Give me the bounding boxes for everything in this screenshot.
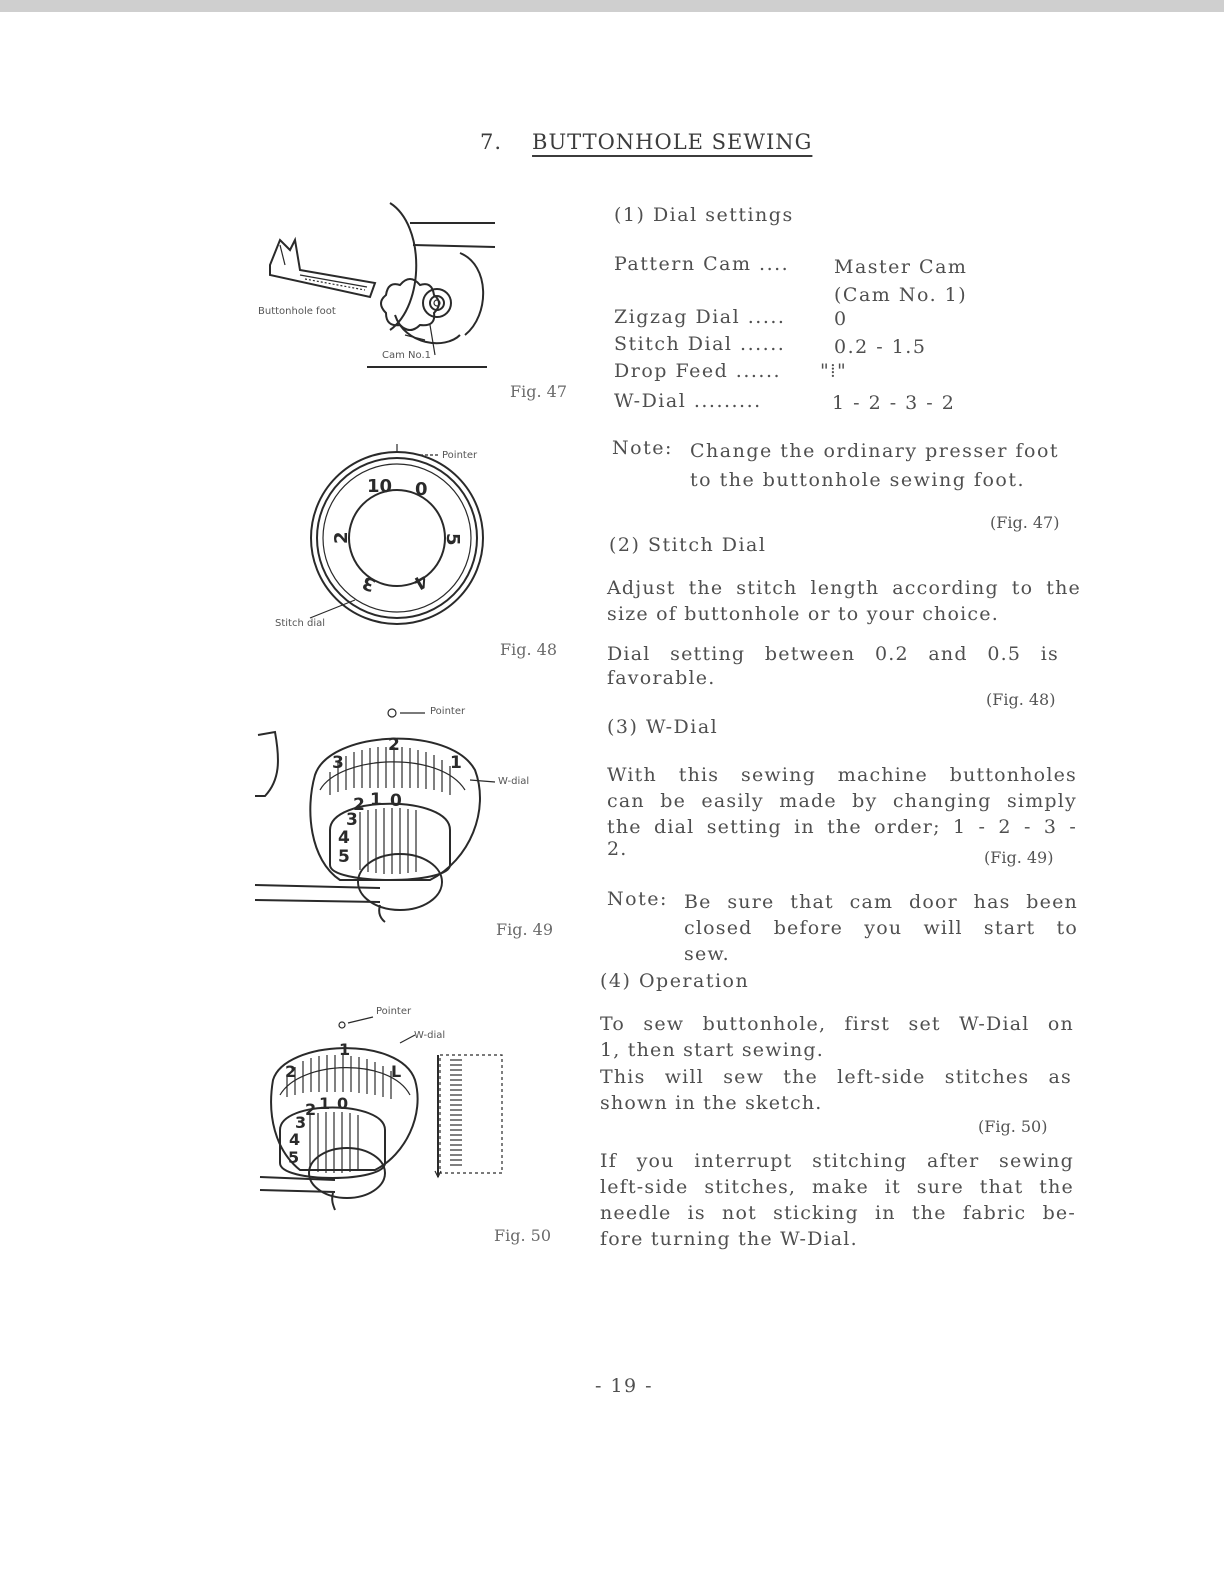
fig50-illustration [255,1005,535,1220]
buttonhole-foot [270,240,375,297]
stitch-dial-heading: (2) Stitch Dial [609,534,767,556]
text-line: can be easily made by changing simply [607,790,1077,812]
fig47-caption: Fig. 47 [510,382,567,401]
w-dial-number: 5 [338,847,350,867]
fig47-label-cam: Cam No.1 [382,350,431,361]
fig49-illustration [250,700,550,930]
text-line: shown in the sketch. [600,1092,823,1114]
note-label: Note: [612,437,673,459]
text-line: Dial setting between 0.2 and 0.5 is [607,643,1059,665]
setting-value: (Cam No. 1) [834,284,968,306]
text-line: fore turning the W-Dial. [600,1228,858,1250]
stitch-dial-center [349,490,445,586]
text-line: Adjust the stitch length according to the [607,577,1081,599]
setting-label: Drop Feed ...... [614,360,782,382]
w-dial-number: 0 [390,791,402,811]
text-line: favorable. [607,667,716,689]
note-line: sew. [684,943,730,965]
w-dial-number: 2 [285,1062,297,1081]
fig47-label-foot: Buttonhole foot [258,306,336,317]
setting-label: Zigzag Dial ..... [614,306,786,328]
fig49-label-wdial: W-dial [498,776,530,787]
w-dial-number: 3 [295,1113,307,1132]
setting-value: "⁞" [820,360,848,382]
setting-value: Master Cam [834,256,968,278]
fig50-label-pointer: Pointer [376,1006,412,1017]
w-dial-number: 4 [338,828,350,848]
dial-number: 5 [442,533,463,546]
w-dial-heading: (3) W-Dial [607,716,719,738]
text-line: 1, then start sewing. [600,1039,825,1061]
section-title: 7. BUTTONHOLE SEWING [480,130,813,154]
dial-number: 0 [415,479,428,500]
note-line: closed before you will start to [684,917,1078,939]
dial-number: 10 [367,476,393,497]
scan-edge [0,0,1224,12]
w-dial-number: 1 [370,790,382,810]
fig49-caption: Fig. 49 [496,920,553,939]
text-line: 2. [607,838,628,860]
text-line: This will sew the left-side stitches as [600,1066,1072,1088]
dial-number: 3 [359,571,379,596]
text-line: needle is not sticking in the fabric be- [600,1202,1076,1224]
fig48-caption: Fig. 48 [500,640,557,659]
setting-label: W-Dial ......... [614,390,762,412]
setting-value: 1 - 2 - 3 - 2 [832,392,956,414]
setting-value: 0 [834,308,848,330]
w-dial-number: 1 [339,1040,351,1059]
w-dial-number: 4 [289,1130,301,1149]
fig50-label-wdial: W-dial [414,1030,446,1041]
text-line: left-side stitches, make it sure that the [600,1176,1074,1198]
text-line: size of buttonhole or to your choice. [607,603,999,625]
buttonhole-sketch [440,1055,502,1173]
operation-heading: (4) Operation [600,970,750,992]
dial-settings-heading: (1) Dial settings [614,204,794,226]
w-dial-number: 3 [346,810,358,830]
dial-number: 2 [331,531,352,544]
w-dial-number: 1 [319,1094,331,1113]
note-label: Note: [607,888,668,910]
setting-value: 0.2 - 1.5 [834,336,927,358]
w-dial-number: 2 [353,795,365,815]
fig48-label-dial: Stitch dial [275,618,326,629]
note-line: Change the ordinary presser foot [690,440,1060,462]
fig-ref: (Fig. 47) [990,513,1060,532]
w-dial-number: 1 [450,753,462,773]
text-line: With this sewing machine buttonholes [607,764,1077,786]
text-line: the dial setting in the order; 1 - 2 - 3 - [607,816,1077,838]
fig48-label-pointer: Pointer [442,450,478,461]
fig-ref: (Fig. 48) [986,690,1056,709]
fig50-caption: Fig. 50 [494,1226,551,1245]
fig-ref: (Fig. 50) [978,1117,1048,1136]
text-line: If you interrupt stitching after sewing [600,1150,1074,1172]
setting-label: Stitch Dial ...... [614,333,786,355]
page-number: - 19 - [595,1375,654,1397]
w-dial-number: 3 [332,753,344,773]
w-dial-number: 0 [337,1094,349,1113]
w-dial-number: 5 [288,1148,300,1167]
w-dial-number: 2 [305,1100,317,1119]
fig48-illustration [255,440,515,640]
dial-number: 4 [409,569,432,594]
w-dial-number: L [391,1062,402,1081]
note-line: Be sure that cam door has been [684,891,1078,913]
note-line: to the buttonhole sewing foot. [690,469,1026,491]
w-dial-number: 2 [388,735,400,755]
text-line: To sew buttonhole, first set W-Dial on [600,1013,1074,1035]
fig49-label-pointer: Pointer [430,706,466,717]
fig-ref: (Fig. 49) [984,848,1054,867]
setting-label: Pattern Cam .... [614,253,790,275]
